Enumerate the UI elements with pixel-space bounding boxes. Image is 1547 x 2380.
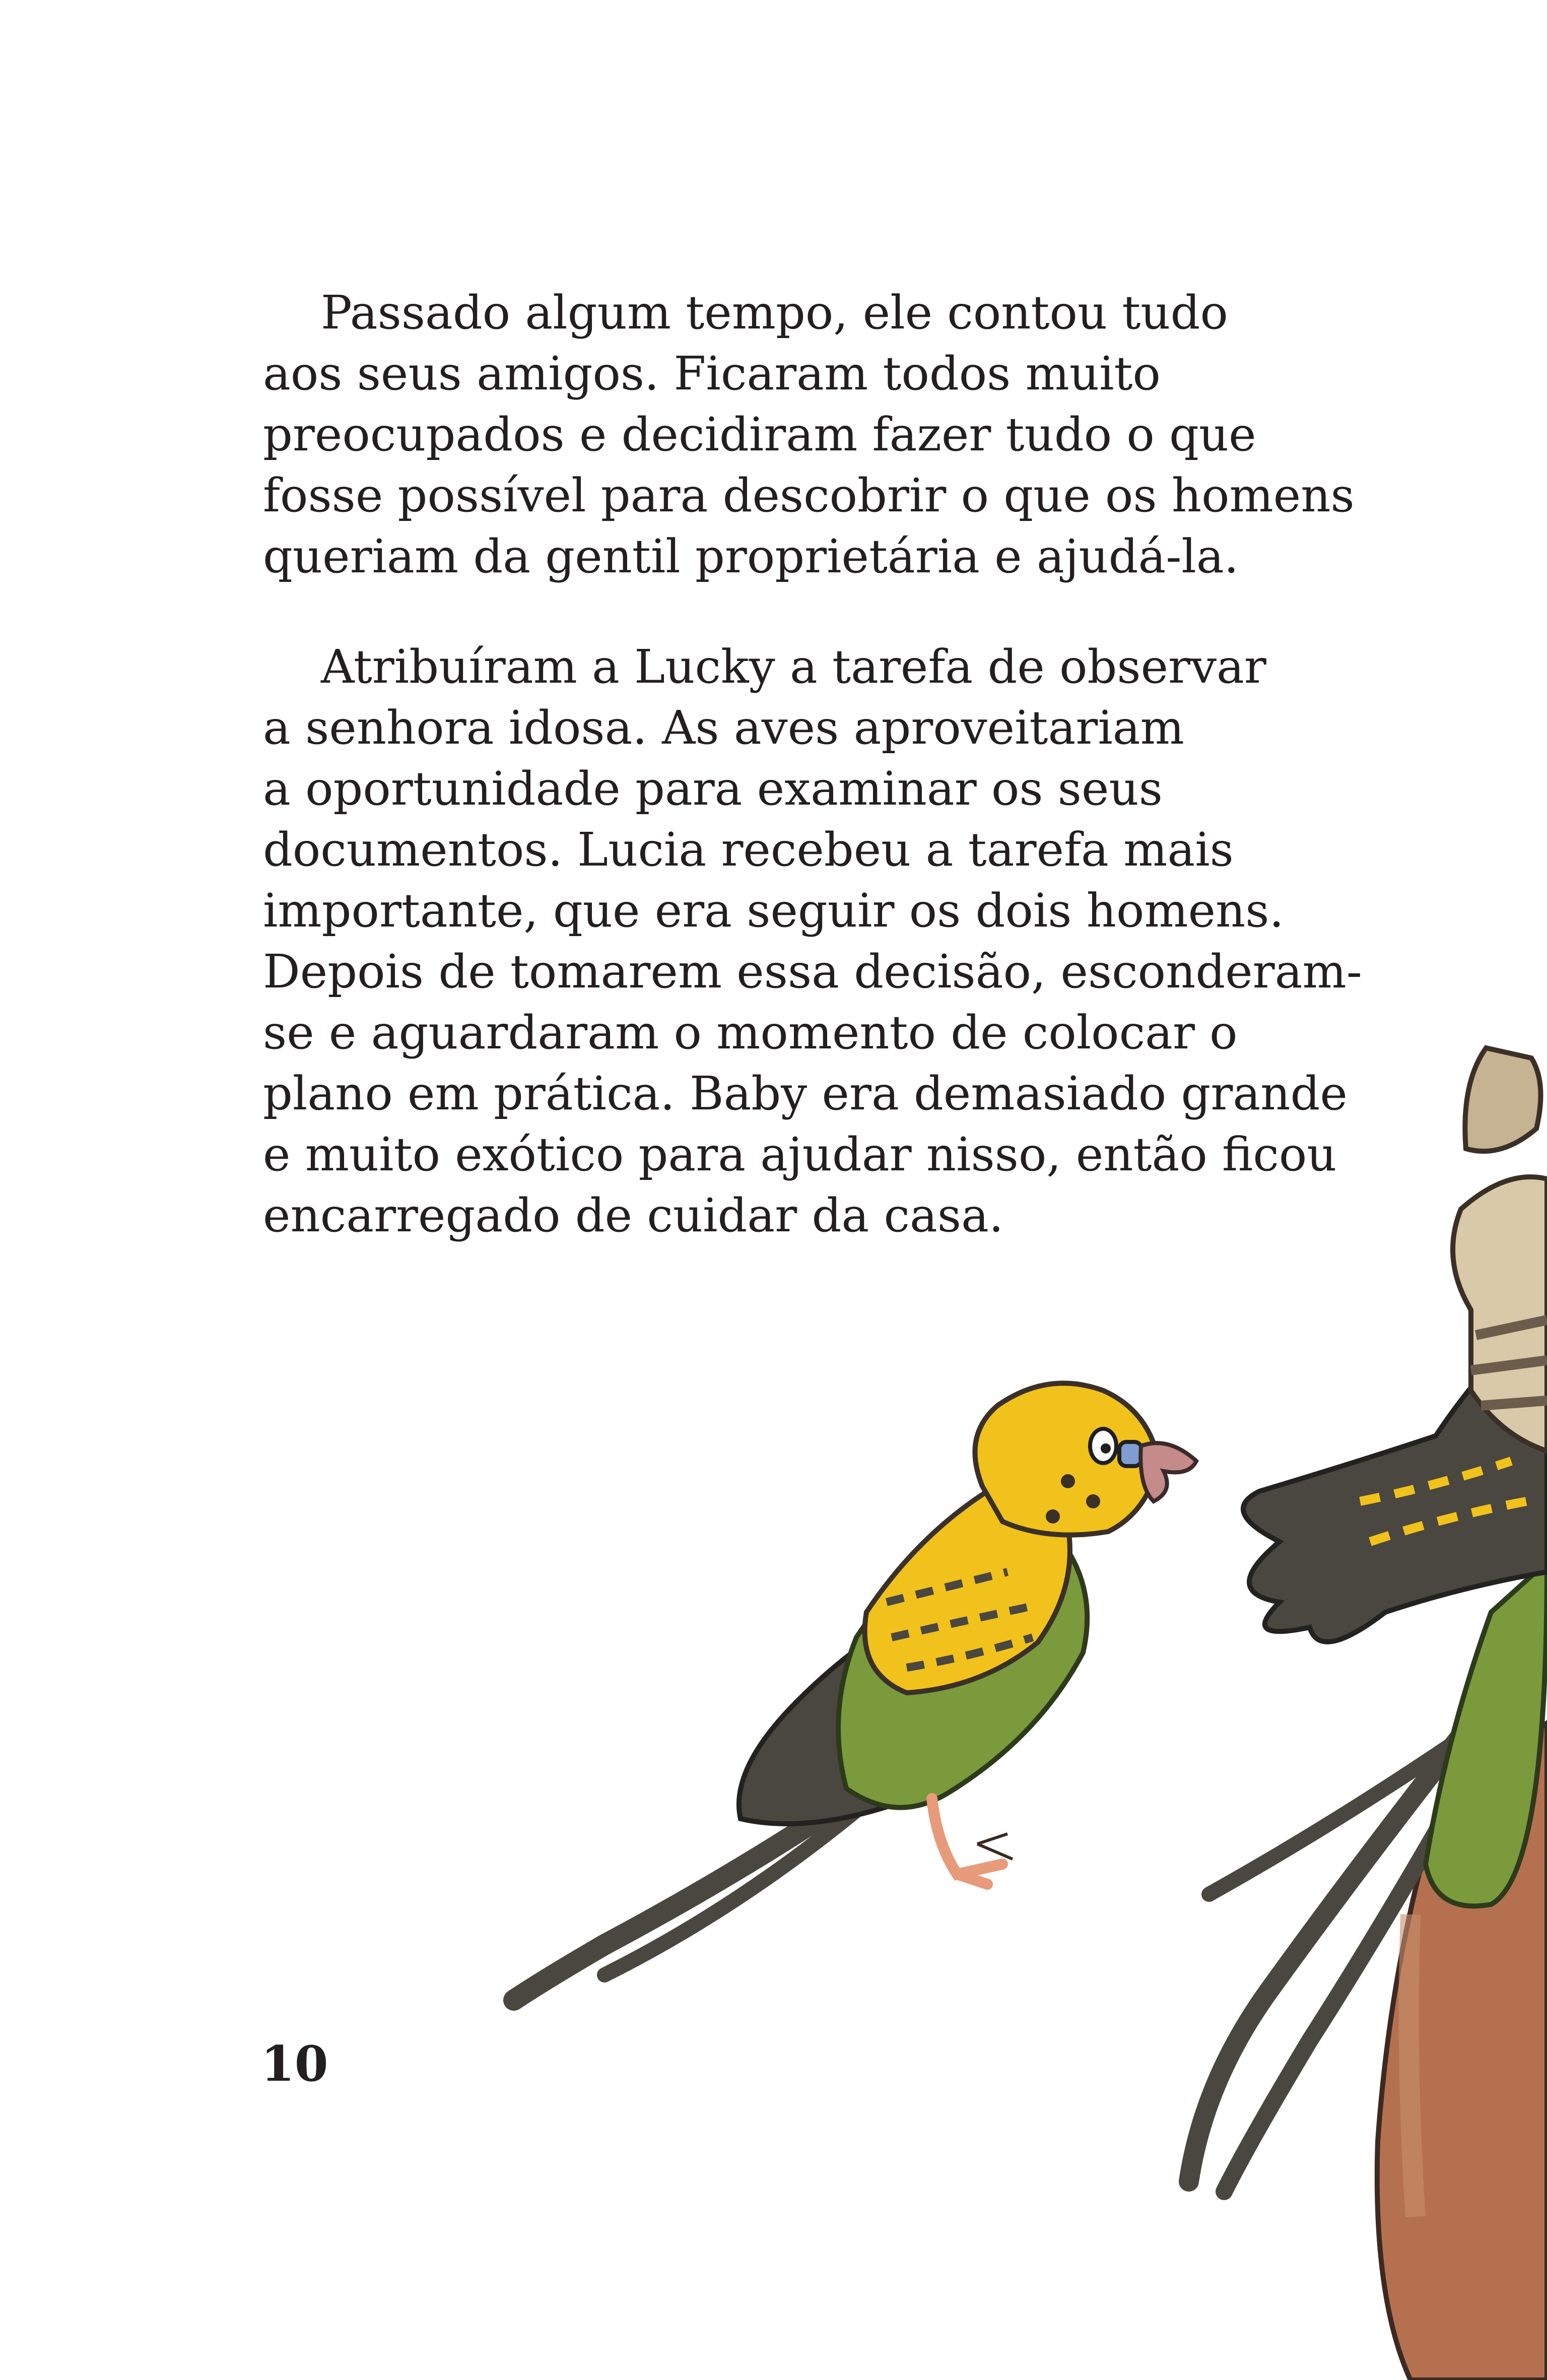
text-line: se e aguardaram o momento de colocar o [263,1006,1238,1060]
yellow-parakeet [514,1383,1196,2000]
text-line: fosse possível para descobrir o que os homens [263,469,1355,522]
text-line: preocupados e decidiram fazer tudo o que [263,408,1256,461]
paragraph-2 [263,636,1362,1246]
text-line: encarregado de cuidar da casa. [263,1188,1004,1242]
text-line: importante, que era seguir os dois homens. [263,884,1284,938]
flower-pot [1377,1723,1547,2380]
story-text [263,282,1362,1295]
paragraph-1 [263,282,1355,587]
text-line: queriam da gentil proprietária e ajudá-la. [263,530,1239,583]
text-line: a oportunidade para examinar os seus [263,762,1163,816]
text-line: a senhora idosa. As aves aproveitariam [263,701,1184,755]
page-number: 10 [261,2035,328,2092]
text-line: aos seus amigos. Ficaram todos muito [263,347,1161,401]
text-line: e muito exótico para ajudar nisso, então ficou [263,1128,1337,1181]
text-line: Atribuíram a Lucky a tarefa de observar [321,640,1266,694]
text-line: Depois de tomarem essa decisão, esconderam- [263,945,1362,999]
text-line: plano em prática. Baby era demasiado grande [263,1067,1348,1120]
text-line: Passado algum tempo, ele contou tudo [321,286,1228,340]
text-line: documentos. Lucia recebeu a tarefa mais [263,823,1234,877]
